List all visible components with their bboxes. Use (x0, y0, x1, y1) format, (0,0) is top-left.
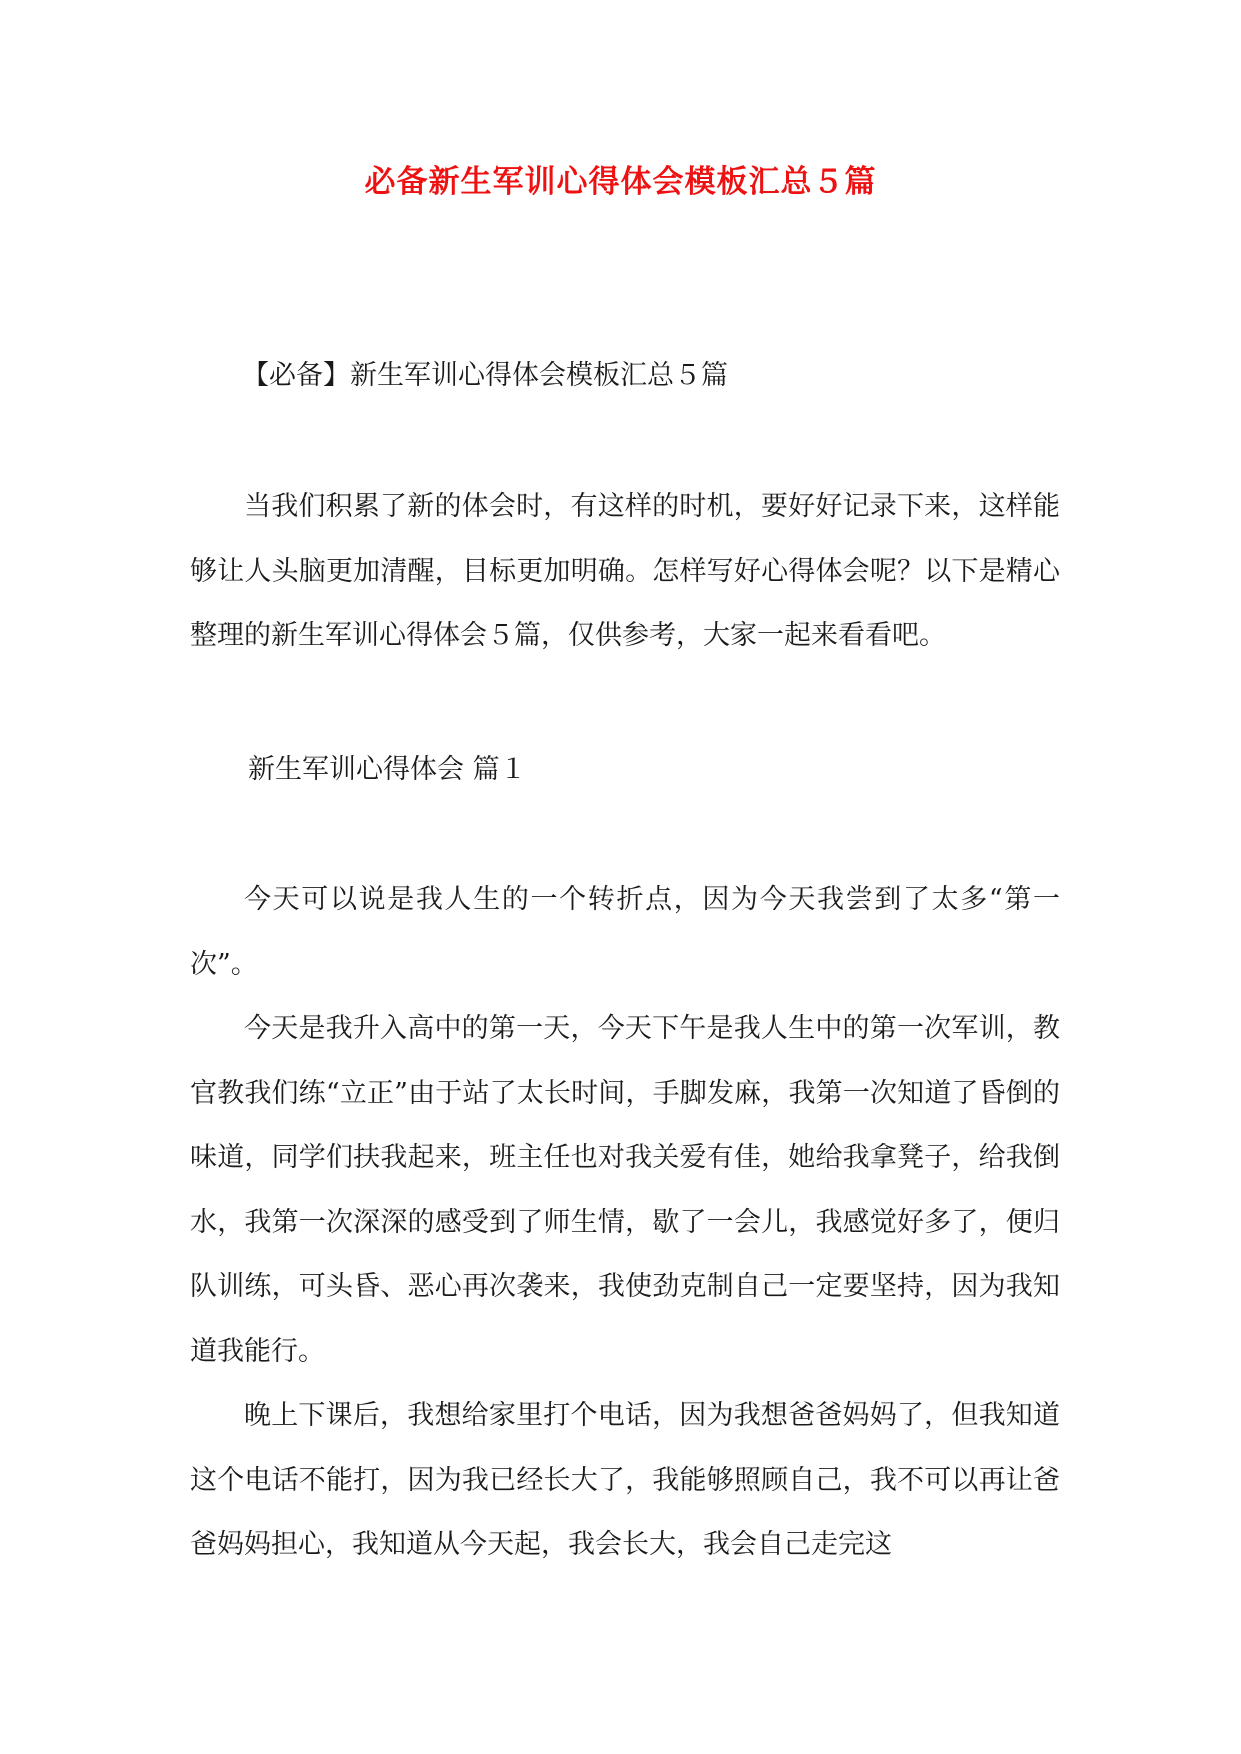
body-paragraph: 今天可以说是我人生的一个转折点，因为今天我尝到了太多“第一次”。 (190, 884, 1060, 980)
document-title: 必备新生军训心得体会模板汇总５篇 (364, 164, 877, 200)
section-body (190, 868, 1060, 1578)
body-paragraph: 今天是我升入高中的第一天，今天下午是我人生中的第一次军训，教官教我们练“立正”由于站了太长时间，手脚发麻，我第一次知道了昏倒的味道，同学们扶我起来，班主任也对我关爱有佳，她给我拿凳子，给我倒水，我第一次深深的感受到了师生情，歇了一会儿，我感觉好多了，便归队训练，可头昏、恶心再次袭来，我使劲克制自己一定要坚持，因为我知道我能行。 (190, 1013, 1060, 1367)
document-subtitle: 【必备】新生军训心得体会模板汇总５篇 (242, 360, 728, 391)
section-heading: 新生军训心得体会 篇１ (248, 754, 527, 785)
body-paragraph: 晚上下课后，我想给家里打个电话，因为我想爸爸妈妈了，但我知道这个电话不能打，因为我已经长大了，我能够照顾自己，我不可以再让爸爸妈妈担心，我知道从今天起，我会长大，我会自己走完这 (190, 1400, 1060, 1560)
intro-paragraph: 当我们积累了新的体会时，有这样的时机，要好好记录下来，这样能够让人头脑更加清醒，目标更加明确。怎样写好心得体会呢？以下是精心整理的新生军训心得体会５篇，仅供参考，大家一起来看看吧。 (190, 491, 1060, 651)
intro-block (190, 475, 1060, 669)
